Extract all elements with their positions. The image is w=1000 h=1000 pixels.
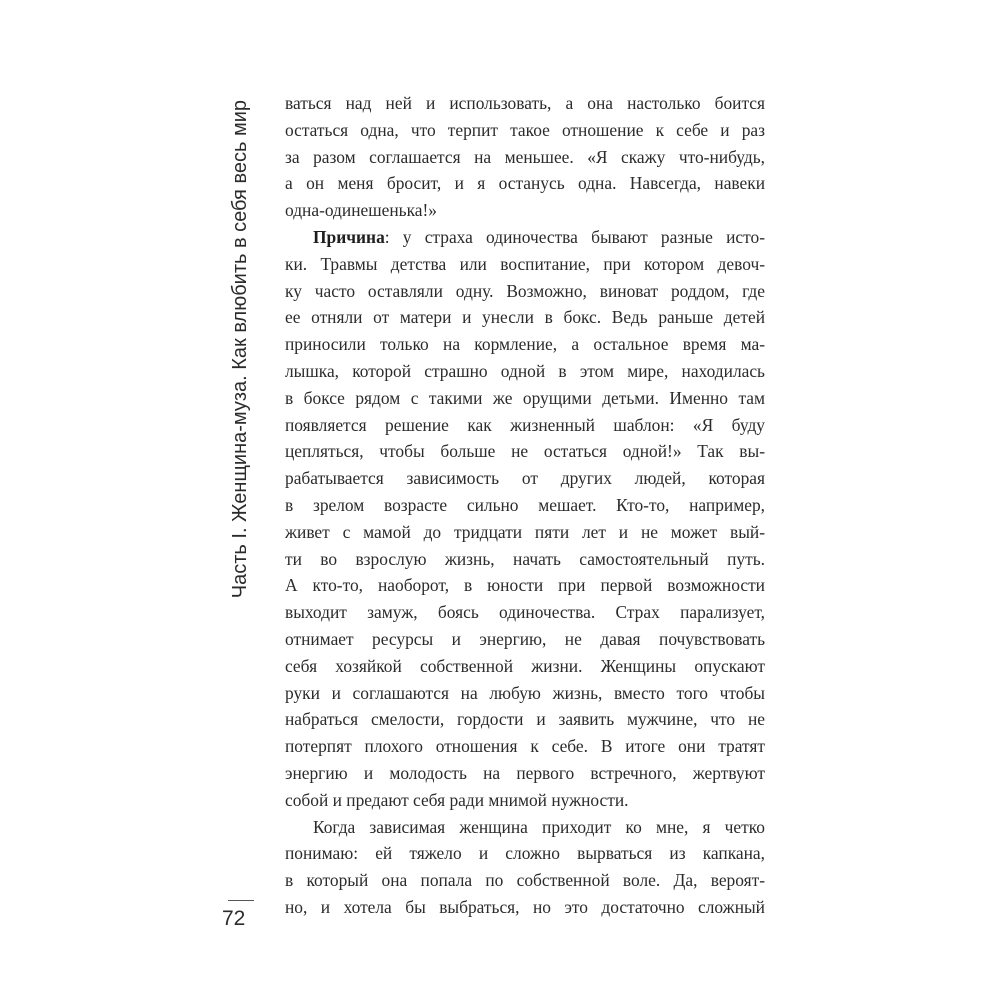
text-line: приносили только на кормление, а остальное время ма-	[285, 334, 765, 355]
text-line	[285, 224, 765, 251]
text-line: одна-одинешенька!»	[285, 200, 437, 221]
text-line: руки и соглашаются на любую жизнь, вместо того чтобы	[285, 682, 765, 703]
body-text	[285, 90, 765, 921]
text-line: Когда зависимая женщина приходит ко мне, я четко	[313, 816, 765, 837]
bold-lead-word: Причина	[313, 226, 385, 247]
text-line: в зрелом возрасте сильно мешает. Кто-то, например,	[285, 494, 765, 515]
text-line: цепляться, чтобы больше не остаться одной!» Так вы-	[285, 441, 765, 462]
text-line: появляется решение как жизненный шаблон: «Я буду	[285, 414, 765, 435]
text-line: ее отняли от матери и унесли в бокс. Ведь раньше детей	[285, 307, 765, 328]
text-line: остаться одна, что терпит такое отношение к себе и раз	[285, 119, 765, 140]
text-line-rest: : у страха одиночества бывают разные исто-	[384, 226, 765, 247]
page-number: 72	[222, 907, 246, 930]
text-line: ку часто оставляли одну. Возможно, виноват роддом, где	[285, 280, 765, 301]
text-line: ваться над ней и использовать, а она настолько боится	[285, 93, 765, 113]
text-line: а он меня бросит, и я останусь одна. Навсегда, навеки	[285, 173, 765, 194]
text-line: рабатывается зависимость от других людей, которая	[285, 468, 765, 489]
text-line: набраться смелости, гордости и заявить мужчине, что не	[285, 709, 765, 730]
text-line: ти во взрослую жизнь, начать самостоятельный путь.	[285, 548, 765, 569]
text-line: выходит замуж, боясь одиночества. Страх парализует,	[285, 602, 765, 623]
text-line: живет с мамой до тридцати пяти лет и не может вый-	[285, 521, 765, 542]
text-line: себя хозяйкой собственной жизни. Женщины опускают	[285, 655, 765, 676]
text-line: собой и предают себя ради мнимой нужности.	[285, 789, 629, 810]
running-head: Часть I. Женщина-муза. Как влюбить в себя весь мир	[229, 100, 251, 599]
text-line: в боксе рядом с такими же орущими детьми. Именно там	[285, 387, 765, 408]
text-line: энергию и молодость на первого встречного, жертвуют	[285, 762, 765, 783]
text-line: лышка, которой страшно одной в этом мире, находилась	[285, 360, 765, 381]
folio-rule	[228, 900, 254, 901]
text-line: ки. Травмы детства или воспитание, при котором девоч-	[285, 253, 765, 274]
text-line: в который она попала по собственной воле. Да, вероят-	[285, 870, 765, 891]
text-line: но, и хотела бы выбраться, но это достаточно сложный	[285, 896, 765, 917]
text-line: А кто-то, наоборот, в юности при первой возможности	[285, 575, 765, 596]
text-line: понимаю: ей тяжело и сложно вырваться из капкана,	[285, 843, 765, 864]
text-line: за разом соглашается на меньшее. «Я скажу что-нибудь,	[285, 146, 765, 167]
text-line: отнимает ресурсы и энергию, не давая почувствовать	[285, 628, 765, 649]
text-line: потерпят плохого отношения к себе. В итоге они тратят	[285, 736, 765, 757]
